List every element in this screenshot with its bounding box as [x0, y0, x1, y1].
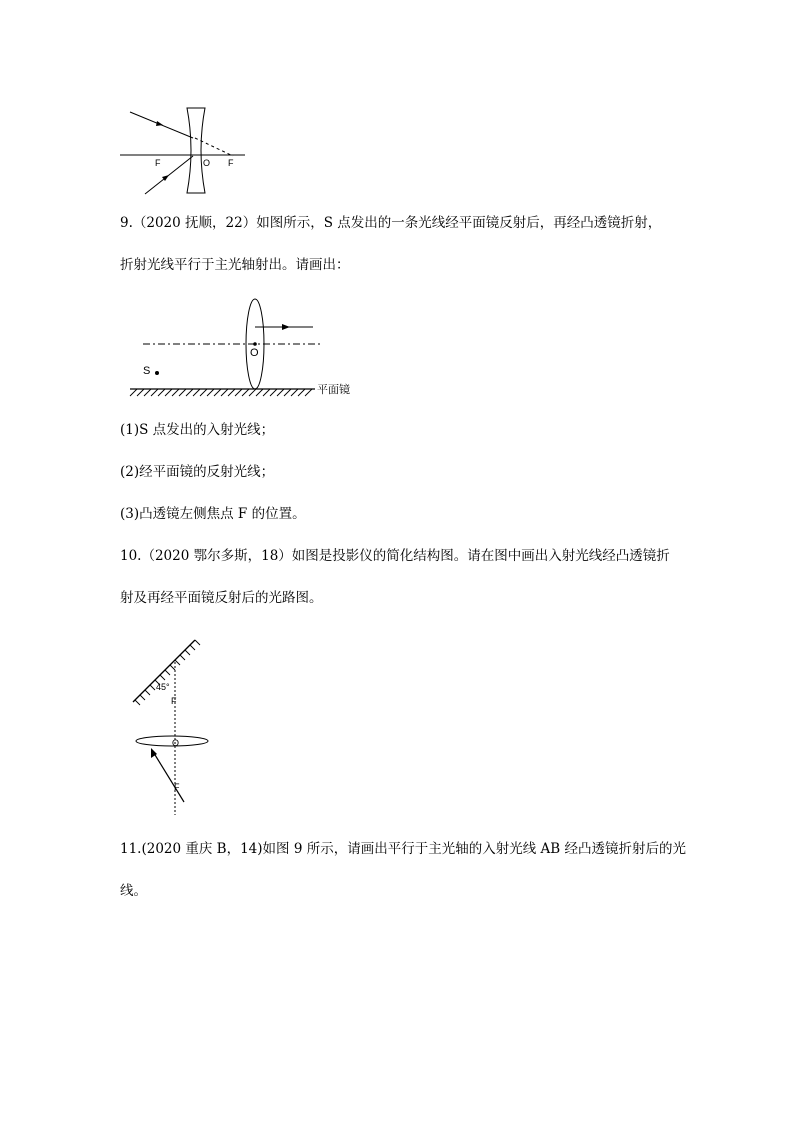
- refracted-ray-arrow: [282, 324, 290, 330]
- label-f-left: F: [155, 158, 161, 168]
- label-o: O: [250, 347, 259, 359]
- q9-item1: (1)S 点发出的入射光线；: [120, 422, 275, 438]
- label-plane-mirror: 平面镜: [317, 383, 350, 396]
- convex-lens-mirror-figure: [125, 298, 365, 403]
- q9-line1: 9.（2020 抚顺，22）如图所示，S 点发出的一条光线经平面镜反射后，再经凸透镜折射，: [120, 215, 662, 231]
- projector-figure: [125, 630, 235, 820]
- mirror-hatching: [130, 389, 312, 396]
- label-s: S: [143, 365, 151, 377]
- q9-line2: 折射光线平行于主光轴射出。请画出：: [120, 257, 350, 273]
- label-f-top: F: [171, 696, 177, 706]
- concave-lens-figure: [115, 100, 250, 200]
- q9-item3: (3)凸透镜左侧焦点 F 的位置。: [120, 506, 306, 522]
- label-f-right: F: [228, 158, 234, 168]
- concave-lens: [187, 108, 205, 193]
- label-f-bottom: F: [174, 782, 180, 792]
- label-o: O: [203, 158, 211, 168]
- optical-center-dot: [253, 342, 257, 346]
- point-s: [155, 371, 159, 375]
- q10-line2: 射及再经平面镜反射后的光路图。: [120, 590, 323, 606]
- label-o: O: [172, 738, 180, 748]
- q11-line2: 线。: [120, 883, 147, 899]
- q11-line1: 11.(2020 重庆 B，14)如图 9 所示，请画出平行于主光轴的入射光线 AB 经凸透镜折射后的光: [120, 841, 686, 857]
- label-angle-45: 45°: [156, 682, 170, 692]
- inclined-mirror: [133, 640, 195, 702]
- inclined-mirror-hatching: [135, 640, 200, 705]
- q9-item2: (2)经平面镜的反射光线；: [120, 464, 275, 480]
- q10-line1: 10.（2020 鄂尔多斯，18）如图是投影仪的简化结构图。请在图中画出入射光线经凸透镜折: [120, 548, 670, 564]
- incident-ray: [152, 750, 184, 802]
